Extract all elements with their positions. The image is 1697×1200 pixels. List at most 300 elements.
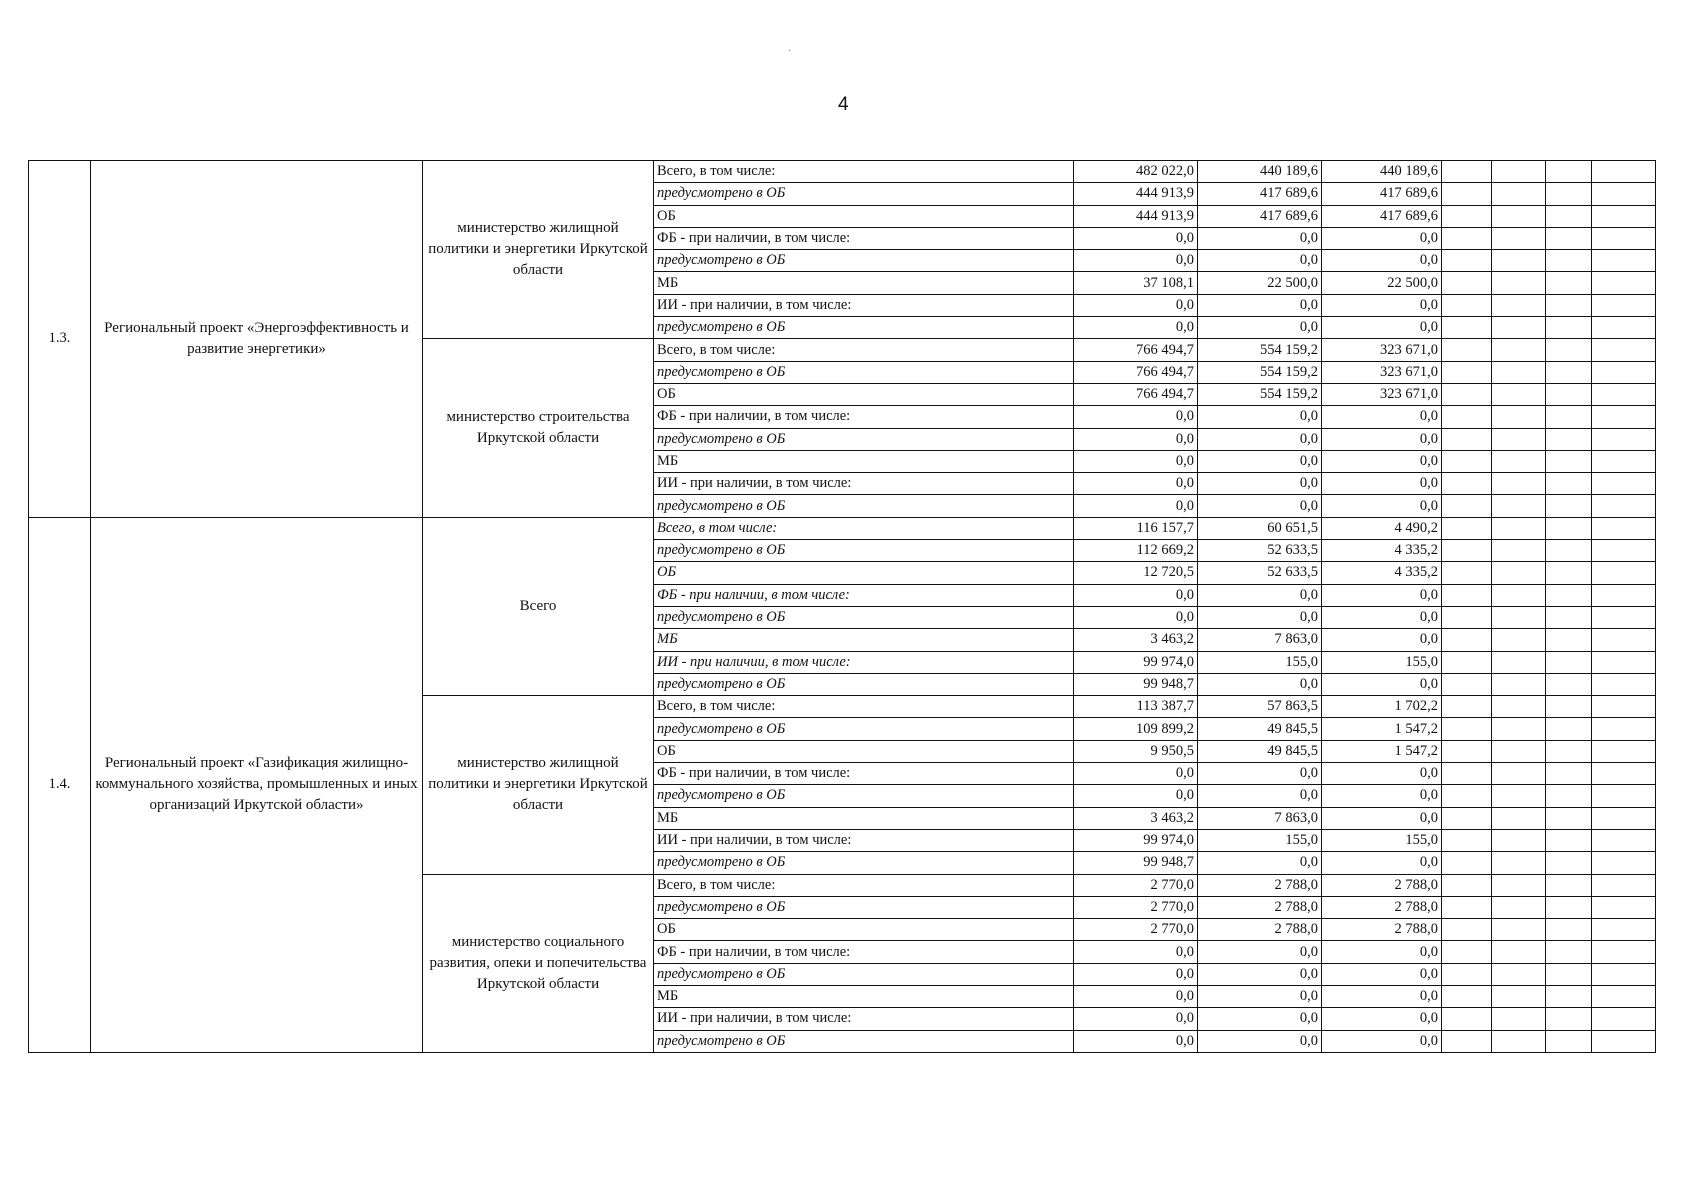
empty-cell: [1492, 985, 1546, 1007]
amount-cell: 444 913,9: [1074, 183, 1198, 205]
amount-cell: 12 720,5: [1074, 562, 1198, 584]
amount-cell: 0,0: [1322, 1030, 1442, 1052]
empty-cell: [1546, 584, 1592, 606]
amount-cell: 52 633,5: [1198, 562, 1322, 584]
amount-cell: 0,0: [1074, 584, 1198, 606]
amount-cell: 99 948,7: [1074, 852, 1198, 874]
funding-source-label: предусмотрено в ОБ: [654, 540, 1074, 562]
empty-cell: [1492, 406, 1546, 428]
amount-cell: 0,0: [1322, 406, 1442, 428]
empty-cell: [1492, 361, 1546, 383]
amount-cell: 0,0: [1198, 428, 1322, 450]
amount-cell: 22 500,0: [1322, 272, 1442, 294]
funding-source-label: предусмотрено в ОБ: [654, 963, 1074, 985]
amount-cell: 0,0: [1074, 963, 1198, 985]
amount-cell: 554 159,2: [1198, 339, 1322, 361]
funding-source-label: Всего, в том числе:: [654, 339, 1074, 361]
amount-cell: 0,0: [1322, 807, 1442, 829]
amount-cell: 766 494,7: [1074, 361, 1198, 383]
empty-cell: [1592, 562, 1656, 584]
empty-cell: [1442, 785, 1492, 807]
empty-cell: [1592, 874, 1656, 896]
empty-cell: [1546, 785, 1592, 807]
amount-cell: 482 022,0: [1074, 161, 1198, 183]
amount-cell: 155,0: [1198, 651, 1322, 673]
funding-source-label: предусмотрено в ОБ: [654, 852, 1074, 874]
empty-cell: [1592, 406, 1656, 428]
funding-source-label: предусмотрено в ОБ: [654, 317, 1074, 339]
empty-cell: [1546, 985, 1592, 1007]
empty-cell: [1492, 629, 1546, 651]
amount-cell: 0,0: [1198, 941, 1322, 963]
empty-cell: [1546, 205, 1592, 227]
amount-cell: 0,0: [1198, 250, 1322, 272]
amount-cell: 0,0: [1074, 294, 1198, 316]
empty-cell: [1546, 540, 1592, 562]
empty-cell: [1492, 874, 1546, 896]
empty-cell: [1492, 540, 1546, 562]
empty-cell: [1546, 718, 1592, 740]
amount-cell: 155,0: [1322, 651, 1442, 673]
funding-source-label: ОБ: [654, 919, 1074, 941]
amount-cell: 0,0: [1198, 606, 1322, 628]
amount-cell: 2 770,0: [1074, 874, 1198, 896]
empty-cell: [1546, 874, 1592, 896]
empty-cell: [1492, 696, 1546, 718]
funding-source-label: ФБ - при наличии, в том числе:: [654, 584, 1074, 606]
empty-cell: [1546, 227, 1592, 249]
amount-cell: 0,0: [1074, 495, 1198, 517]
empty-cell: [1492, 963, 1546, 985]
amount-cell: 0,0: [1322, 985, 1442, 1007]
empty-cell: [1442, 763, 1492, 785]
amount-cell: 0,0: [1198, 985, 1322, 1007]
empty-cell: [1442, 740, 1492, 762]
empty-cell: [1492, 495, 1546, 517]
funding-source-label: Всего, в том числе:: [654, 161, 1074, 183]
empty-cell: [1442, 963, 1492, 985]
empty-cell: [1592, 785, 1656, 807]
empty-cell: [1546, 919, 1592, 941]
amount-cell: 0,0: [1198, 584, 1322, 606]
amount-cell: 0,0: [1322, 473, 1442, 495]
amount-cell: 0,0: [1322, 785, 1442, 807]
empty-cell: [1592, 740, 1656, 762]
empty-cell: [1592, 272, 1656, 294]
empty-cell: [1546, 183, 1592, 205]
empty-cell: [1492, 718, 1546, 740]
amount-cell: 2 788,0: [1198, 896, 1322, 918]
empty-cell: [1442, 205, 1492, 227]
amount-cell: 0,0: [1074, 450, 1198, 472]
empty-cell: [1492, 562, 1546, 584]
empty-cell: [1546, 361, 1592, 383]
responsible-organization: министерство строительства Иркутской области: [423, 339, 654, 517]
amount-cell: 0,0: [1198, 785, 1322, 807]
funding-source-label: предусмотрено в ОБ: [654, 606, 1074, 628]
amount-cell: 0,0: [1322, 584, 1442, 606]
amount-cell: 52 633,5: [1198, 540, 1322, 562]
empty-cell: [1546, 629, 1592, 651]
empty-cell: [1442, 428, 1492, 450]
amount-cell: 0,0: [1322, 227, 1442, 249]
empty-cell: [1592, 183, 1656, 205]
amount-cell: 22 500,0: [1198, 272, 1322, 294]
empty-cell: [1492, 517, 1546, 539]
empty-cell: [1592, 1008, 1656, 1030]
empty-cell: [1492, 606, 1546, 628]
amount-cell: 0,0: [1198, 406, 1322, 428]
empty-cell: [1546, 829, 1592, 851]
empty-cell: [1546, 428, 1592, 450]
amount-cell: 0,0: [1198, 963, 1322, 985]
empty-cell: [1492, 919, 1546, 941]
amount-cell: 0,0: [1198, 1008, 1322, 1030]
empty-cell: [1442, 272, 1492, 294]
empty-cell: [1492, 807, 1546, 829]
table-row: [29, 517, 1656, 539]
empty-cell: [1492, 1030, 1546, 1052]
amount-cell: 4 335,2: [1322, 540, 1442, 562]
funding-source-label: ОБ: [654, 562, 1074, 584]
empty-cell: [1442, 406, 1492, 428]
amount-cell: 99 948,7: [1074, 673, 1198, 695]
empty-cell: [1546, 1008, 1592, 1030]
amount-cell: 0,0: [1198, 852, 1322, 874]
empty-cell: [1442, 584, 1492, 606]
empty-cell: [1492, 294, 1546, 316]
amount-cell: 4 490,2: [1322, 517, 1442, 539]
amount-cell: 37 108,1: [1074, 272, 1198, 294]
empty-cell: [1442, 807, 1492, 829]
empty-cell: [1442, 1008, 1492, 1030]
table-row: [29, 161, 1656, 183]
amount-cell: 0,0: [1198, 495, 1322, 517]
amount-cell: 1 702,2: [1322, 696, 1442, 718]
amount-cell: 112 669,2: [1074, 540, 1198, 562]
funding-source-label: предусмотрено в ОБ: [654, 183, 1074, 205]
empty-cell: [1442, 629, 1492, 651]
empty-cell: [1442, 606, 1492, 628]
project-name: Региональный проект «Газификация жилищно-коммунального хозяйства, промышленных и иных организаций Иркутской области»: [91, 517, 423, 1052]
amount-cell: 0,0: [1322, 450, 1442, 472]
amount-cell: 116 157,7: [1074, 517, 1198, 539]
empty-cell: [1442, 1030, 1492, 1052]
amount-cell: 0,0: [1322, 629, 1442, 651]
funding-source-label: предусмотрено в ОБ: [654, 718, 1074, 740]
empty-cell: [1592, 473, 1656, 495]
empty-cell: [1442, 829, 1492, 851]
amount-cell: 7 863,0: [1198, 629, 1322, 651]
empty-cell: [1546, 606, 1592, 628]
empty-cell: [1492, 428, 1546, 450]
funding-source-label: предусмотрено в ОБ: [654, 785, 1074, 807]
amount-cell: 0,0: [1074, 606, 1198, 628]
amount-cell: 0,0: [1322, 673, 1442, 695]
empty-cell: [1442, 651, 1492, 673]
amount-cell: 0,0: [1198, 227, 1322, 249]
empty-cell: [1546, 941, 1592, 963]
section-number: 1.3.: [29, 161, 91, 518]
empty-cell: [1592, 250, 1656, 272]
funding-source-label: ИИ - при наличии, в том числе:: [654, 829, 1074, 851]
empty-cell: [1546, 740, 1592, 762]
funding-source-label: ФБ - при наличии, в том числе:: [654, 941, 1074, 963]
empty-cell: [1546, 383, 1592, 405]
empty-cell: [1492, 250, 1546, 272]
empty-cell: [1546, 963, 1592, 985]
amount-cell: 155,0: [1198, 829, 1322, 851]
funding-source-label: предусмотрено в ОБ: [654, 428, 1074, 450]
amount-cell: 0,0: [1322, 963, 1442, 985]
funding-source-label: предусмотрено в ОБ: [654, 673, 1074, 695]
empty-cell: [1492, 1008, 1546, 1030]
empty-cell: [1592, 339, 1656, 361]
empty-cell: [1592, 941, 1656, 963]
empty-cell: [1546, 651, 1592, 673]
empty-cell: [1592, 584, 1656, 606]
empty-cell: [1592, 517, 1656, 539]
empty-cell: [1442, 941, 1492, 963]
funding-source-label: Всего, в том числе:: [654, 874, 1074, 896]
amount-cell: 0,0: [1074, 763, 1198, 785]
amount-cell: 0,0: [1074, 785, 1198, 807]
amount-cell: 99 974,0: [1074, 829, 1198, 851]
page-number: 4: [838, 94, 849, 115]
amount-cell: 0,0: [1198, 673, 1322, 695]
empty-cell: [1442, 874, 1492, 896]
funding-source-label: ФБ - при наличии, в том числе:: [654, 227, 1074, 249]
empty-cell: [1592, 317, 1656, 339]
amount-cell: 2 770,0: [1074, 896, 1198, 918]
amount-cell: 0,0: [1074, 317, 1198, 339]
empty-cell: [1492, 651, 1546, 673]
empty-cell: [1442, 361, 1492, 383]
empty-cell: [1592, 294, 1656, 316]
funding-source-label: Всего, в том числе:: [654, 517, 1074, 539]
funding-source-label: ФБ - при наличии, в том числе:: [654, 406, 1074, 428]
amount-cell: 0,0: [1322, 250, 1442, 272]
amount-cell: 444 913,9: [1074, 205, 1198, 227]
amount-cell: 49 845,5: [1198, 740, 1322, 762]
amount-cell: 0,0: [1322, 852, 1442, 874]
amount-cell: 0,0: [1322, 428, 1442, 450]
empty-cell: [1492, 473, 1546, 495]
empty-cell: [1592, 696, 1656, 718]
empty-cell: [1492, 205, 1546, 227]
amount-cell: 49 845,5: [1198, 718, 1322, 740]
amount-cell: 7 863,0: [1198, 807, 1322, 829]
amount-cell: 0,0: [1198, 1030, 1322, 1052]
amount-cell: 113 387,7: [1074, 696, 1198, 718]
funding-source-label: МБ: [654, 985, 1074, 1007]
amount-cell: 99 974,0: [1074, 651, 1198, 673]
empty-cell: [1546, 339, 1592, 361]
empty-cell: [1442, 673, 1492, 695]
empty-cell: [1442, 227, 1492, 249]
empty-cell: [1546, 250, 1592, 272]
funding-source-label: ИИ - при наличии, в том числе:: [654, 651, 1074, 673]
amount-cell: 2 788,0: [1322, 919, 1442, 941]
amount-cell: 766 494,7: [1074, 339, 1198, 361]
empty-cell: [1492, 829, 1546, 851]
empty-cell: [1592, 1030, 1656, 1052]
amount-cell: 60 651,5: [1198, 517, 1322, 539]
empty-cell: [1592, 161, 1656, 183]
empty-cell: [1546, 161, 1592, 183]
empty-cell: [1546, 517, 1592, 539]
amount-cell: 0,0: [1198, 317, 1322, 339]
empty-cell: [1546, 807, 1592, 829]
funding-source-label: МБ: [654, 807, 1074, 829]
amount-cell: 2 788,0: [1322, 874, 1442, 896]
responsible-organization: министерство социального развития, опеки и попечительства Иркутской области: [423, 874, 654, 1052]
empty-cell: [1492, 383, 1546, 405]
empty-cell: [1492, 896, 1546, 918]
funding-source-label: ОБ: [654, 205, 1074, 227]
empty-cell: [1592, 807, 1656, 829]
amount-cell: 554 159,2: [1198, 361, 1322, 383]
empty-cell: [1546, 450, 1592, 472]
amount-cell: 323 671,0: [1322, 361, 1442, 383]
empty-cell: [1546, 294, 1592, 316]
empty-cell: [1492, 763, 1546, 785]
empty-cell: [1492, 227, 1546, 249]
amount-cell: 57 863,5: [1198, 696, 1322, 718]
empty-cell: [1442, 540, 1492, 562]
empty-cell: [1442, 317, 1492, 339]
amount-cell: 2 770,0: [1074, 919, 1198, 941]
empty-cell: [1492, 183, 1546, 205]
amount-cell: 2 788,0: [1198, 874, 1322, 896]
empty-cell: [1592, 428, 1656, 450]
empty-cell: [1592, 495, 1656, 517]
empty-cell: [1592, 651, 1656, 673]
empty-cell: [1592, 829, 1656, 851]
amount-cell: 323 671,0: [1322, 383, 1442, 405]
amount-cell: 323 671,0: [1322, 339, 1442, 361]
empty-cell: [1442, 495, 1492, 517]
amount-cell: 0,0: [1074, 1030, 1198, 1052]
funding-source-label: предусмотрено в ОБ: [654, 495, 1074, 517]
empty-cell: [1492, 339, 1546, 361]
funding-source-label: МБ: [654, 629, 1074, 651]
amount-cell: 3 463,2: [1074, 629, 1198, 651]
section-number: 1.4.: [29, 517, 91, 1052]
empty-cell: [1592, 718, 1656, 740]
amount-cell: 554 159,2: [1198, 383, 1322, 405]
amount-cell: 2 788,0: [1322, 896, 1442, 918]
empty-cell: [1442, 696, 1492, 718]
responsible-organization: министерство жилищной политики и энергетики Иркутской области: [423, 696, 654, 874]
empty-cell: [1546, 495, 1592, 517]
amount-cell: 109 899,2: [1074, 718, 1198, 740]
amount-cell: 440 189,6: [1198, 161, 1322, 183]
amount-cell: 440 189,6: [1322, 161, 1442, 183]
empty-cell: [1592, 629, 1656, 651]
amount-cell: 0,0: [1322, 294, 1442, 316]
amount-cell: 3 463,2: [1074, 807, 1198, 829]
empty-cell: [1442, 339, 1492, 361]
amount-cell: 0,0: [1074, 1008, 1198, 1030]
amount-cell: 0,0: [1074, 406, 1198, 428]
amount-cell: 9 950,5: [1074, 740, 1198, 762]
empty-cell: [1442, 250, 1492, 272]
empty-cell: [1592, 227, 1656, 249]
amount-cell: 1 547,2: [1322, 740, 1442, 762]
empty-cell: [1442, 718, 1492, 740]
empty-cell: [1546, 562, 1592, 584]
empty-cell: [1492, 161, 1546, 183]
amount-cell: 0,0: [1074, 250, 1198, 272]
scan-speck: ·: [788, 46, 792, 57]
amount-cell: 0,0: [1074, 941, 1198, 963]
empty-cell: [1546, 763, 1592, 785]
funding-source-label: ОБ: [654, 383, 1074, 405]
amount-cell: 0,0: [1322, 317, 1442, 339]
empty-cell: [1492, 852, 1546, 874]
funding-source-label: ФБ - при наличии, в том числе:: [654, 763, 1074, 785]
amount-cell: 0,0: [1074, 473, 1198, 495]
empty-cell: [1546, 473, 1592, 495]
empty-cell: [1592, 383, 1656, 405]
funding-source-label: ОБ: [654, 740, 1074, 762]
empty-cell: [1592, 673, 1656, 695]
funding-source-label: ИИ - при наличии, в том числе:: [654, 294, 1074, 316]
empty-cell: [1592, 963, 1656, 985]
empty-cell: [1442, 161, 1492, 183]
project-name: Региональный проект «Энергоэффективность и развитие энергетики»: [91, 161, 423, 518]
empty-cell: [1592, 763, 1656, 785]
empty-cell: [1492, 584, 1546, 606]
funding-source-label: предусмотрено в ОБ: [654, 1030, 1074, 1052]
amount-cell: 155,0: [1322, 829, 1442, 851]
empty-cell: [1592, 852, 1656, 874]
amount-cell: 0,0: [1198, 294, 1322, 316]
empty-cell: [1442, 473, 1492, 495]
empty-cell: [1592, 540, 1656, 562]
funding-source-label: МБ: [654, 450, 1074, 472]
empty-cell: [1546, 272, 1592, 294]
empty-cell: [1592, 606, 1656, 628]
empty-cell: [1442, 985, 1492, 1007]
empty-cell: [1546, 1030, 1592, 1052]
empty-cell: [1492, 272, 1546, 294]
funding-source-label: предусмотрено в ОБ: [654, 896, 1074, 918]
amount-cell: 2 788,0: [1198, 919, 1322, 941]
amount-cell: 0,0: [1198, 473, 1322, 495]
empty-cell: [1442, 294, 1492, 316]
empty-cell: [1546, 896, 1592, 918]
amount-cell: 0,0: [1322, 1008, 1442, 1030]
empty-cell: [1546, 406, 1592, 428]
amount-cell: 417 689,6: [1322, 183, 1442, 205]
funding-source-label: МБ: [654, 272, 1074, 294]
empty-cell: [1592, 896, 1656, 918]
empty-cell: [1546, 673, 1592, 695]
empty-cell: [1492, 740, 1546, 762]
empty-cell: [1592, 361, 1656, 383]
empty-cell: [1592, 205, 1656, 227]
empty-cell: [1492, 941, 1546, 963]
empty-cell: [1442, 852, 1492, 874]
empty-cell: [1442, 450, 1492, 472]
budget-table: [28, 160, 1656, 1053]
amount-cell: 417 689,6: [1322, 205, 1442, 227]
amount-cell: 0,0: [1322, 941, 1442, 963]
amount-cell: 417 689,6: [1198, 205, 1322, 227]
empty-cell: [1442, 383, 1492, 405]
